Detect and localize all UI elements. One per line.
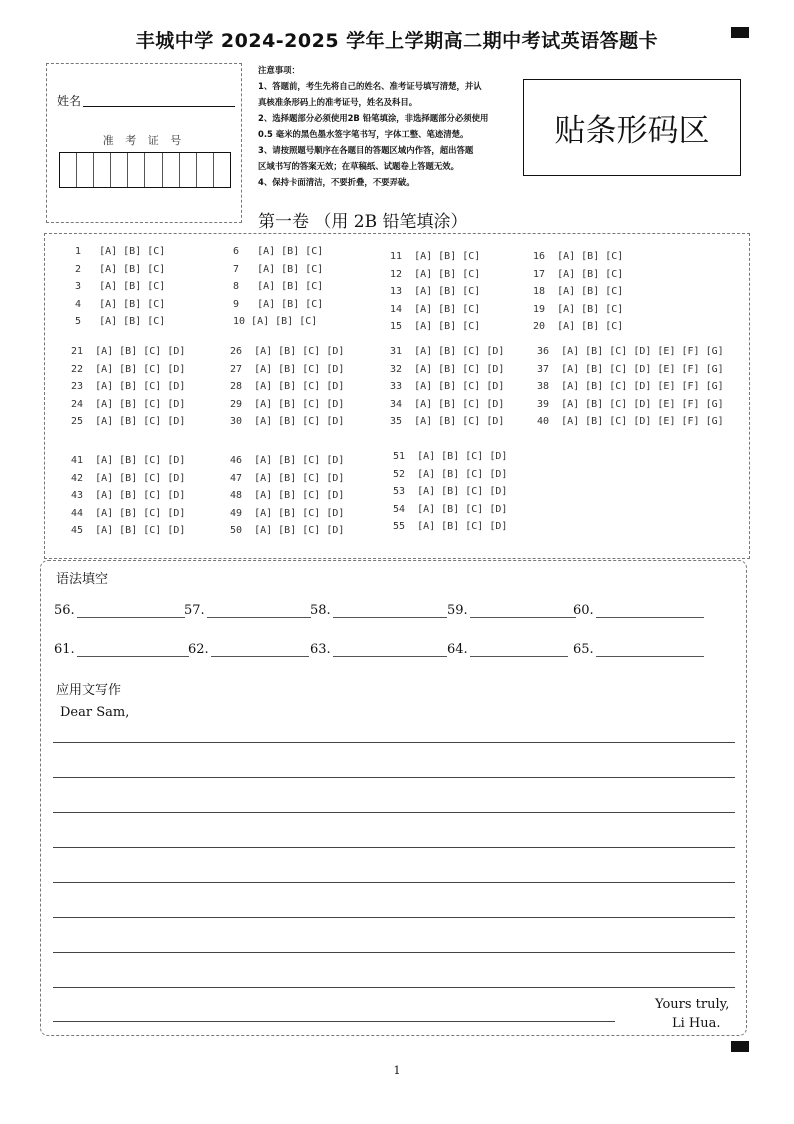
answer-row[interactable]: 3 [A] [B] [C] <box>75 281 166 293</box>
instruction-line: 3、请按照题号顺序在各题目的答题区域内作答，超出答题 <box>258 145 474 155</box>
answer-row[interactable]: 21 [A] [B] [C] [D] <box>71 346 186 357</box>
answer-row[interactable]: 5 [A] [B] [C] <box>75 316 166 328</box>
grammar-blank[interactable] <box>310 642 447 657</box>
grammar-blank[interactable] <box>573 603 704 618</box>
grammar-blank[interactable] <box>447 642 568 657</box>
answer-row[interactable]: 1 [A] [B] [C] <box>75 246 166 257</box>
ticket-digit-cell[interactable] <box>197 153 214 187</box>
ticket-digit-cell[interactable] <box>214 153 230 187</box>
answer-row[interactable]: 49 [A] [B] [C] [D] <box>230 507 345 519</box>
blank-line[interactable] <box>207 616 311 618</box>
answer-row[interactable]: 19 [A] [B] [C] <box>533 303 624 315</box>
grammar-section-label: 语法填空 <box>56 572 109 587</box>
name-field[interactable] <box>83 106 235 107</box>
grammar-blank[interactable] <box>447 603 576 618</box>
answer-row[interactable]: 55 [A] [B] [C] [D] <box>393 521 508 533</box>
answer-row[interactable]: 39 [A] [B] [C] [D] [E] [F] [G] <box>537 398 724 410</box>
blank-line[interactable] <box>77 655 189 657</box>
grammar-blank[interactable] <box>54 642 189 657</box>
instruction-line: 真核准条形码上的准考证号，姓名及科目。 <box>258 97 418 107</box>
answer-row[interactable]: 22 [A] [B] [C] [D] <box>71 363 186 375</box>
answer-row[interactable]: 17 [A] [B] [C] <box>533 268 624 280</box>
answer-row[interactable]: 6 [A] [B] [C] <box>233 246 324 257</box>
answer-row[interactable]: 47 [A] [B] [C] [D] <box>230 472 345 484</box>
answer-row[interactable]: 9 [A] [B] [C] <box>233 298 324 310</box>
ticket-digit-cell[interactable] <box>180 153 197 187</box>
answer-row[interactable]: 46 [A] [B] [C] [D] <box>230 455 345 466</box>
instruction-line: 4、保持卡面清洁，不要折叠，不要弄破。 <box>258 177 415 187</box>
blank-line[interactable] <box>596 655 704 657</box>
multiple-choice-area <box>44 233 750 559</box>
ticket-number-label: 准 考 证 号 <box>102 134 186 147</box>
answer-row[interactable]: 14 [A] [B] [C] <box>390 303 481 315</box>
student-info-box <box>46 63 242 223</box>
answer-row[interactable]: 35 [A] [B] [C] [D] <box>390 416 505 428</box>
writing-line[interactable] <box>53 847 735 848</box>
answer-row[interactable]: 48 [A] [B] [C] [D] <box>230 490 345 502</box>
section-one-title: 第一卷 （用 2B 铅笔填涂） <box>258 212 468 232</box>
writing-line[interactable] <box>53 777 735 778</box>
blank-number: 61. <box>54 642 75 657</box>
instruction-line: 0.5 毫米的黑色墨水签字笔书写，字体工整、笔迹清楚。 <box>258 129 469 139</box>
salutation: Dear Sam, <box>60 705 130 720</box>
grammar-blank[interactable] <box>54 603 185 618</box>
page-number: 1 <box>393 1064 401 1077</box>
blank-line[interactable] <box>333 616 447 618</box>
writing-line[interactable] <box>53 987 735 988</box>
answer-row[interactable]: 18 [A] [B] [C] <box>533 286 624 298</box>
blank-number: 57. <box>184 603 205 618</box>
answer-row[interactable]: 52 [A] [B] [C] [D] <box>393 468 508 480</box>
writing-line[interactable] <box>53 812 735 813</box>
instructions <box>258 62 503 190</box>
answer-row[interactable]: 23 [A] [B] [C] [D] <box>71 381 186 393</box>
writing-line[interactable] <box>53 742 735 743</box>
blank-line[interactable] <box>333 655 447 657</box>
blank-line[interactable] <box>470 655 568 657</box>
answer-row[interactable]: 38 [A] [B] [C] [D] [E] [F] [G] <box>537 381 724 393</box>
answer-row[interactable]: 4 [A] [B] [C] <box>75 298 166 310</box>
answer-row[interactable]: 8 [A] [B] [C] <box>233 281 324 293</box>
barcode-label: 贴条形码区 <box>554 113 710 149</box>
ticket-digit-cell[interactable] <box>94 153 111 187</box>
answer-row[interactable]: 25 [A] [B] [C] [D] <box>71 416 186 428</box>
name-label: 姓名 <box>57 94 82 108</box>
answer-row[interactable]: 28 [A] [B] [C] [D] <box>230 381 345 393</box>
blank-number: 56. <box>54 603 75 618</box>
answer-row[interactable]: 26 [A] [B] [C] [D] <box>230 346 345 357</box>
writing-line[interactable] <box>53 917 735 918</box>
blank-number: 58. <box>310 603 331 618</box>
alignment-marker <box>731 1041 749 1052</box>
answer-row[interactable]: 2 [A] [B] [C] <box>75 263 166 275</box>
grammar-blank[interactable] <box>310 603 447 618</box>
answer-row[interactable]: 54 [A] [B] [C] [D] <box>393 503 508 515</box>
answer-row[interactable]: 10 [A] [B] [C] <box>233 316 318 328</box>
closing: Yours truly, <box>655 997 730 1012</box>
answer-row[interactable]: 20 [A] [B] [C] <box>533 321 624 333</box>
ticket-digit-cell[interactable] <box>163 153 180 187</box>
answer-row[interactable]: 31 [A] [B] [C] [D] <box>390 346 505 357</box>
answer-row[interactable]: 45 [A] [B] [C] [D] <box>71 525 186 537</box>
instruction-line: 2、选择题部分必须使用2B 铅笔填涂，非选择题部分必须使用 <box>258 113 489 123</box>
answer-row[interactable]: 16 [A] [B] [C] <box>533 251 624 262</box>
answer-row[interactable]: 33 [A] [B] [C] [D] <box>390 381 505 393</box>
answer-row[interactable]: 29 [A] [B] [C] [D] <box>230 398 345 410</box>
ticket-digit-cell[interactable] <box>111 153 128 187</box>
blank-number: 63. <box>310 642 331 657</box>
answer-row[interactable]: 15 [A] [B] [C] <box>390 321 481 333</box>
answer-row[interactable]: 36 [A] [B] [C] [D] [E] [F] [G] <box>537 346 724 357</box>
ticket-digit-cell[interactable] <box>128 153 145 187</box>
answer-row[interactable]: 24 [A] [B] [C] [D] <box>71 398 186 410</box>
answer-row[interactable]: 11 [A] [B] [C] <box>390 251 481 262</box>
answer-row[interactable]: 7 [A] [B] [C] <box>233 263 324 275</box>
page-title: 丰城中学 2024-2025 学年上学期高二期中考试英语答题卡 <box>135 30 659 52</box>
grammar-blank[interactable] <box>573 642 704 657</box>
ticket-digit-cell[interactable] <box>145 153 162 187</box>
answer-row[interactable]: 44 [A] [B] [C] [D] <box>71 507 186 519</box>
answer-row[interactable]: 53 [A] [B] [C] [D] <box>393 486 508 498</box>
writing-line[interactable] <box>53 1021 615 1022</box>
instruction-line: 区域书写的答案无效；在草稿纸、试题卷上答题无效。 <box>258 161 459 171</box>
blank-number: 60. <box>573 603 594 618</box>
writing-line[interactable] <box>53 952 735 953</box>
answer-row[interactable]: 40 [A] [B] [C] [D] [E] [F] [G] <box>537 416 724 428</box>
answer-row[interactable]: 50 [A] [B] [C] [D] <box>230 525 345 537</box>
answer-row[interactable]: 12 [A] [B] [C] <box>390 268 481 280</box>
written-answer-area <box>40 560 747 1036</box>
blank-number: 62. <box>188 642 209 657</box>
answer-row[interactable]: 51 [A] [B] [C] [D] <box>393 451 508 462</box>
answer-row[interactable]: 13 [A] [B] [C] <box>390 286 481 298</box>
signature: Li Hua. <box>672 1016 721 1031</box>
instruction-line: 1、答题前，考生先将自己的姓名、准考证号填写清楚，并认 <box>258 81 482 91</box>
answer-row[interactable]: 27 [A] [B] [C] [D] <box>230 363 345 375</box>
instructions-heading: 注意事项： <box>258 65 300 75</box>
blank-number: 64. <box>447 642 468 657</box>
answer-row[interactable]: 34 [A] [B] [C] [D] <box>390 398 505 410</box>
answer-row[interactable]: 43 [A] [B] [C] [D] <box>71 490 186 502</box>
answer-row[interactable]: 42 [A] [B] [C] [D] <box>71 472 186 484</box>
answer-row[interactable]: 30 [A] [B] [C] [D] <box>230 416 345 428</box>
blank-line[interactable] <box>211 655 309 657</box>
blank-line[interactable] <box>77 616 185 618</box>
ticket-digit-cell[interactable] <box>60 153 77 187</box>
answer-row[interactable]: 41 [A] [B] [C] [D] <box>71 455 186 466</box>
ticket-number-grid[interactable] <box>59 152 231 188</box>
writing-section-label: 应用文写作 <box>56 683 122 698</box>
answer-row[interactable]: 37 [A] [B] [C] [D] [E] [F] [G] <box>537 363 724 375</box>
blank-number: 59. <box>447 603 468 618</box>
blank-line[interactable] <box>596 616 704 618</box>
writing-line[interactable] <box>53 882 735 883</box>
blank-number: 65. <box>573 642 594 657</box>
blank-line[interactable] <box>470 616 576 618</box>
grammar-blank[interactable] <box>188 642 309 657</box>
ticket-digit-cell[interactable] <box>77 153 94 187</box>
barcode-area <box>523 79 741 176</box>
grammar-blank[interactable] <box>184 603 311 618</box>
answer-row[interactable]: 32 [A] [B] [C] [D] <box>390 363 505 375</box>
